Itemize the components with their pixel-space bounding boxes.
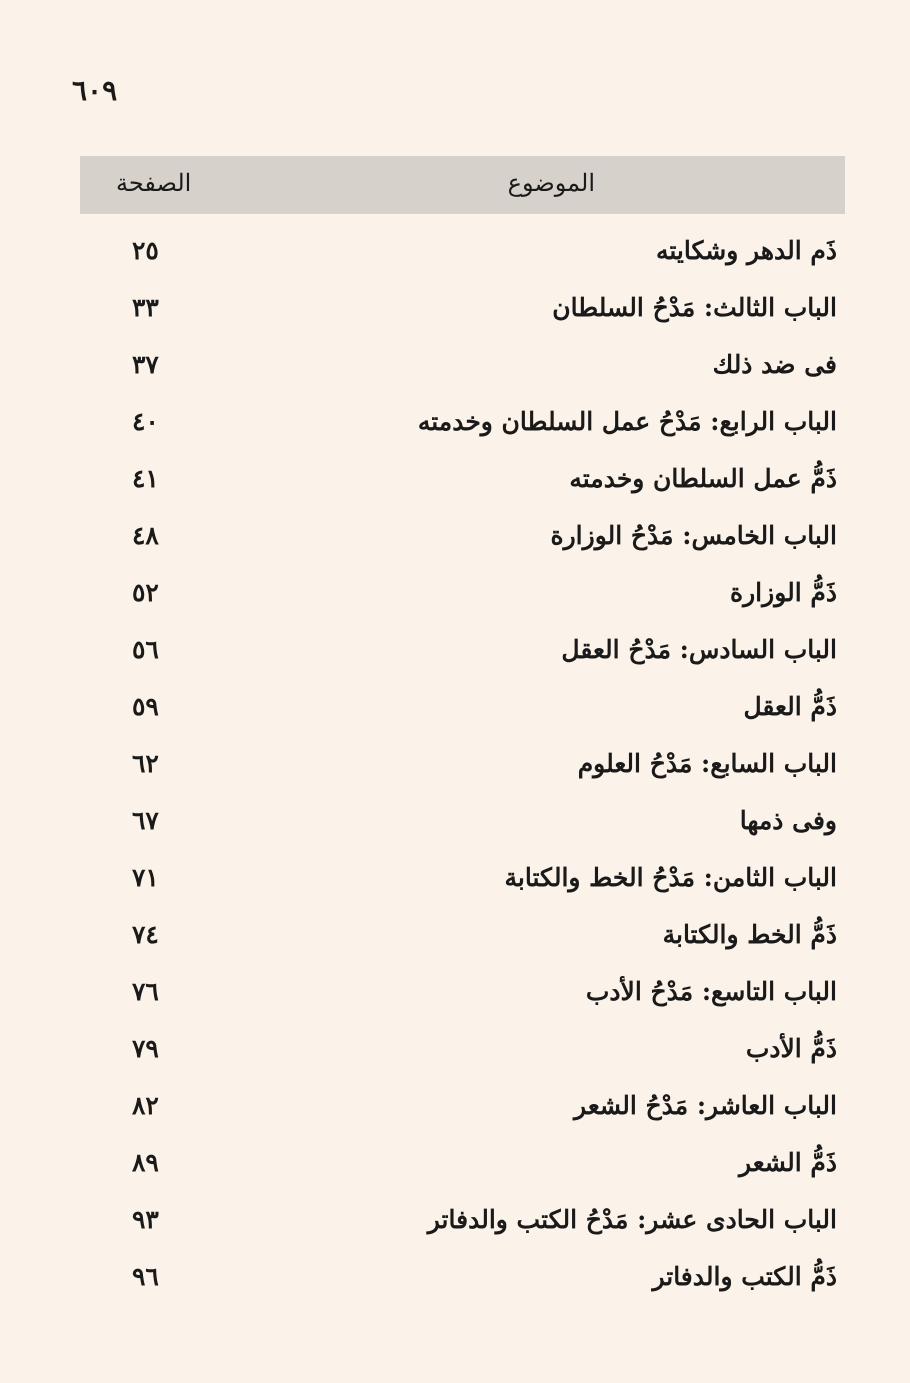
- toc-entry: [80, 397, 845, 454]
- toc-entry-topic: الباب العاشر: مَدْحُ الشعر: [574, 1091, 837, 1120]
- toc-entry: [80, 1252, 845, 1309]
- toc-entry-topic: الباب التاسع: مَدْحُ الأدب: [585, 977, 837, 1006]
- toc-entry-page: ٥٩: [132, 692, 159, 721]
- toc-entry-topic: الباب الخامس: مَدْحُ الوزارة: [550, 521, 837, 550]
- toc-entry-topic: ذَمُّ الشعر: [738, 1148, 837, 1177]
- toc-entry-page: ٤١: [132, 464, 159, 493]
- toc-entry-page: ٩٦: [132, 1262, 159, 1291]
- toc-entry-topic: الباب الرابع: مَدْحُ عمل السلطان وخدمته: [417, 407, 837, 436]
- toc-entry: [80, 511, 845, 568]
- toc-entry-topic: الباب الثامن: مَدْحُ الخط والكتابة: [504, 863, 837, 892]
- toc-entry: [80, 454, 845, 511]
- toc-entry-page: ٤٨: [132, 521, 159, 550]
- toc-entry: [80, 796, 845, 853]
- toc-entry-page: ٨٢: [132, 1091, 159, 1120]
- toc-entry: [80, 1195, 845, 1252]
- toc-entry-page: ٦٧: [132, 806, 159, 835]
- toc-entry-page: ٤٠: [132, 407, 159, 436]
- toc-entry-page: ٣٧: [132, 350, 159, 379]
- toc-entry: [80, 1138, 845, 1195]
- toc-entry-topic: الباب الحادى عشر: مَدْحُ الكتب والدفاتر: [427, 1205, 837, 1234]
- toc-entry-topic: الباب الثالث: مَدْحُ السلطان: [552, 293, 837, 322]
- toc-entry-topic: ذَمُّ الأدب: [745, 1034, 837, 1063]
- toc-entry-topic: ذَمُّ العقل: [743, 692, 837, 721]
- toc-entry-page: ٧٦: [132, 977, 159, 1006]
- toc-header: [80, 156, 845, 214]
- toc-entry: [80, 967, 845, 1024]
- toc-entry-topic: الباب السادس: مَدْحُ العقل: [561, 635, 837, 664]
- toc-entry-page: ٦٢: [132, 749, 159, 778]
- toc-entry-topic: ذَمُّ الخط والكتابة: [662, 920, 837, 949]
- page-number: ٦٠٩: [72, 74, 118, 107]
- toc-entry-page: ٧٩: [132, 1034, 159, 1063]
- toc-entry: [80, 910, 845, 967]
- toc-entry: [80, 226, 845, 283]
- toc-entry-topic: فى ضد ذلك: [712, 350, 837, 379]
- topic-column-label: الموضوع: [507, 169, 595, 197]
- toc-entry-page: ٩٣: [132, 1205, 159, 1234]
- toc-entry: [80, 1024, 845, 1081]
- toc-entry: [80, 625, 845, 682]
- toc-entry: [80, 340, 845, 397]
- toc-entry-topic: الباب السابع: مَدْحُ العلوم: [577, 749, 837, 778]
- table-of-contents: [80, 226, 845, 1309]
- toc-entry-topic: ذَم الدهر وشكايته: [655, 236, 837, 265]
- toc-entry: [80, 568, 845, 625]
- toc-entry-topic: ذَمُّ الوزارة: [730, 578, 837, 607]
- toc-entry: [80, 1081, 845, 1138]
- toc-entry-page: ٥٦: [132, 635, 159, 664]
- toc-entry-page: ٣٣: [132, 293, 159, 322]
- toc-entry-topic: وفى ذمها: [739, 806, 837, 835]
- toc-entry-page: ٥٢: [132, 578, 159, 607]
- toc-entry-page: ٧٤: [132, 920, 159, 949]
- toc-entry: [80, 853, 845, 910]
- toc-entry-page: ٨٩: [132, 1148, 159, 1177]
- toc-entry-page: ٢٥: [132, 236, 159, 265]
- toc-entry-topic: ذَمُّ الكتب والدفاتر: [652, 1262, 837, 1291]
- toc-entry-topic: ذَمُّ عمل السلطان وخدمته: [569, 464, 837, 493]
- page-column-label: الصفحة: [116, 169, 192, 197]
- toc-entry-page: ٧١: [132, 863, 159, 892]
- toc-entry: [80, 283, 845, 340]
- toc-entry: [80, 739, 845, 796]
- toc-entry: [80, 682, 845, 739]
